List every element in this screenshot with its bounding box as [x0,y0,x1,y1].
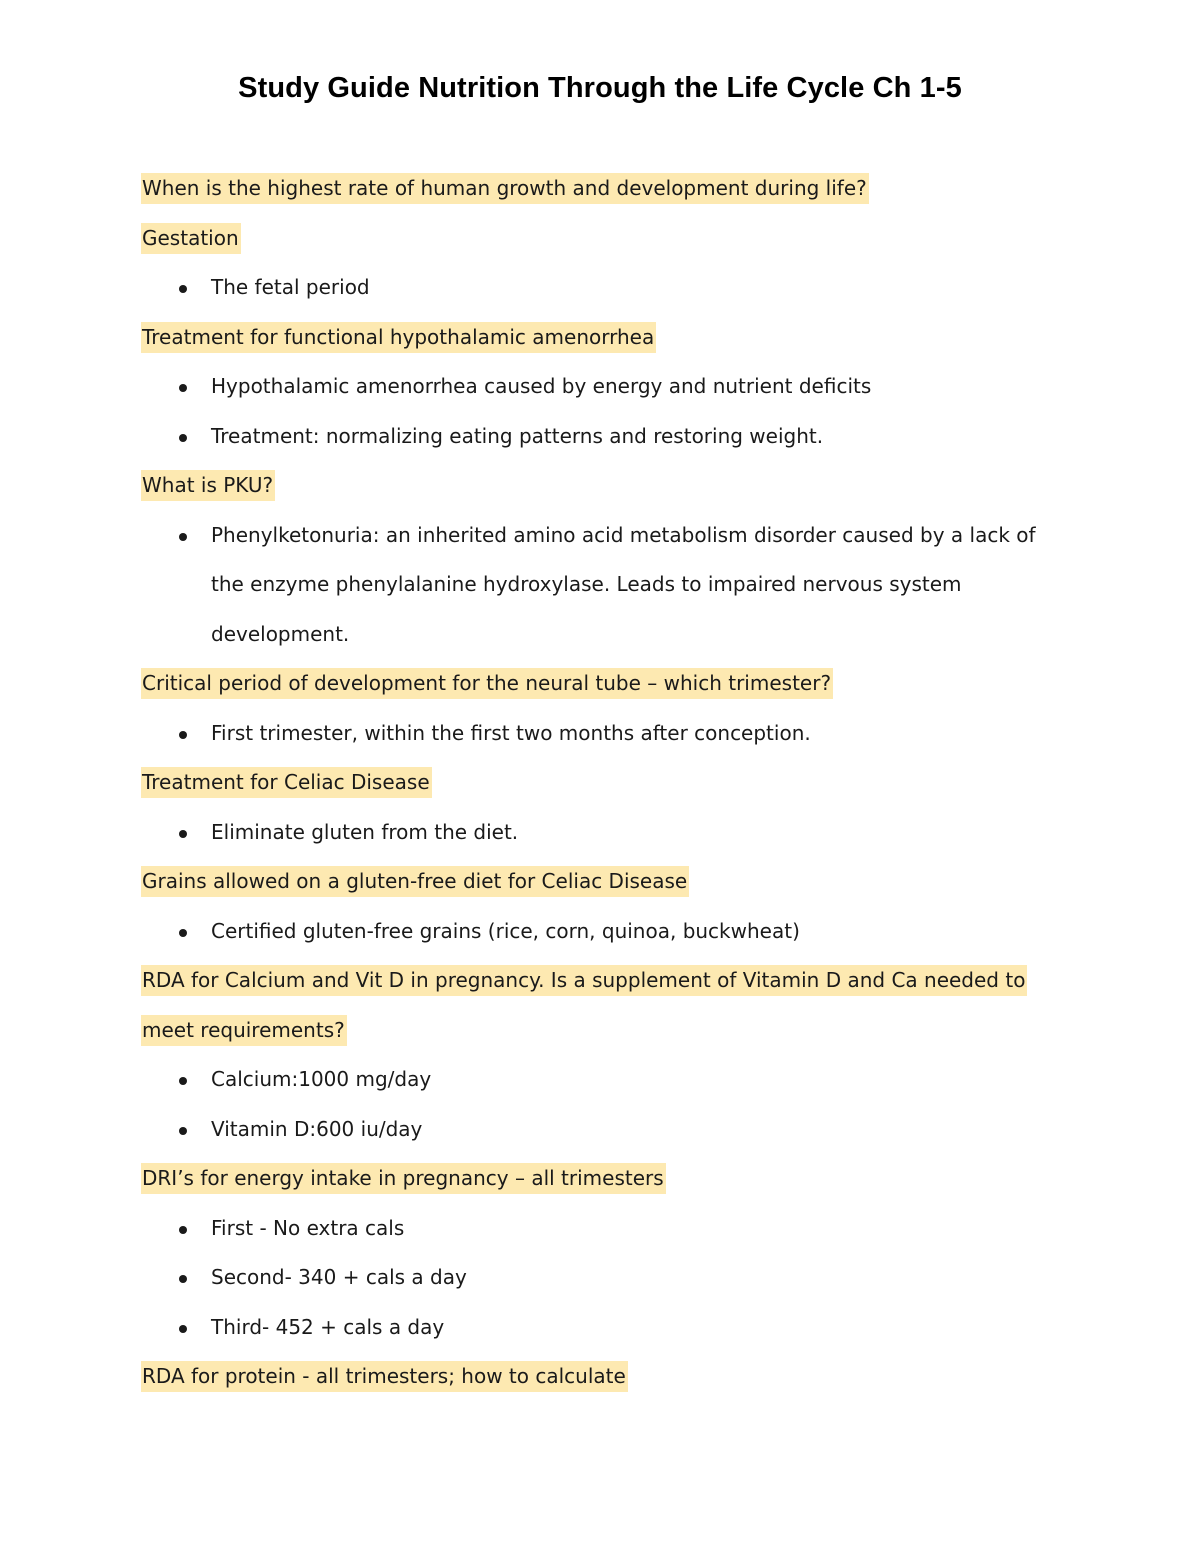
bullet-list [141,1204,1071,1353]
question [141,758,1071,808]
question [141,1154,1071,1204]
bullet-item: Hypothalamic amenorrhea caused by energy and nutrient deficits [211,362,1071,412]
bullet-list [141,511,1071,660]
bullet-item: First trimester, within the first two months after conception. [211,709,1071,759]
highlighted-question-text: RDA for protein - all trimesters; how to calculate [141,1361,628,1392]
question [141,164,1071,214]
document-title: Study Guide Nutrition Through the Life Cycle Ch 1-5 [238,72,962,104]
highlighted-question-text: Treatment for Celiac Disease [141,767,432,798]
question [141,313,1071,363]
bullet-list [141,808,1071,858]
bullet-item: First - No extra cals [211,1204,1071,1254]
bullet-list [141,907,1071,957]
highlighted-question-text: RDA for Calcium and Vit D in pregnancy. Is a supplement of Vitamin D and Ca needed to meet requirements? [141,965,1027,1046]
highlighted-answer-text: Gestation [141,223,241,254]
highlighted-question-text: Grains allowed on a gluten-free diet for Celiac Disease [141,866,689,897]
bullet-item: The fetal period [211,263,1071,313]
answer-heading [141,214,1071,264]
highlighted-question-text: Critical period of development for the neural tube – which trimester? [141,668,833,699]
highlighted-question-text: Treatment for functional hypothalamic amenorrhea [141,322,656,353]
question [141,461,1071,511]
bullet-item: Certified gluten-free grains (rice, corn, quinoa, buckwheat) [211,907,1071,957]
highlighted-question-text: DRI’s for energy intake in pregnancy – all trimesters [141,1163,666,1194]
bullet-item: Second- 340 + cals a day [211,1253,1071,1303]
question [141,659,1071,709]
bullet-list [141,263,1071,313]
bullet-item: Treatment: normalizing eating patterns and restoring weight. [211,412,1071,462]
bullet-item: Eliminate gluten from the diet. [211,808,1071,858]
bullet-list [141,709,1071,759]
question [141,857,1071,907]
bullet-list [141,362,1071,461]
bullet-item: Phenylketonuria: an inherited amino acid metabolism disorder caused by a lack of the enzyme phenylalanine hydroxylase. Leads to impaired nervous system development. [211,511,1071,660]
document-body [141,164,1071,1402]
highlighted-question-text: What is PKU? [141,470,275,501]
highlighted-question-text: When is the highest rate of human growth and development during life? [141,173,869,204]
bullet-item: Vitamin D:600 iu/day [211,1105,1071,1155]
bullet-item: Calcium:1000 mg/day [211,1055,1071,1105]
bullet-list [141,1055,1071,1154]
bullet-item: Third- 452 + cals a day [211,1303,1071,1353]
question [141,1352,1071,1402]
question [141,956,1071,1055]
